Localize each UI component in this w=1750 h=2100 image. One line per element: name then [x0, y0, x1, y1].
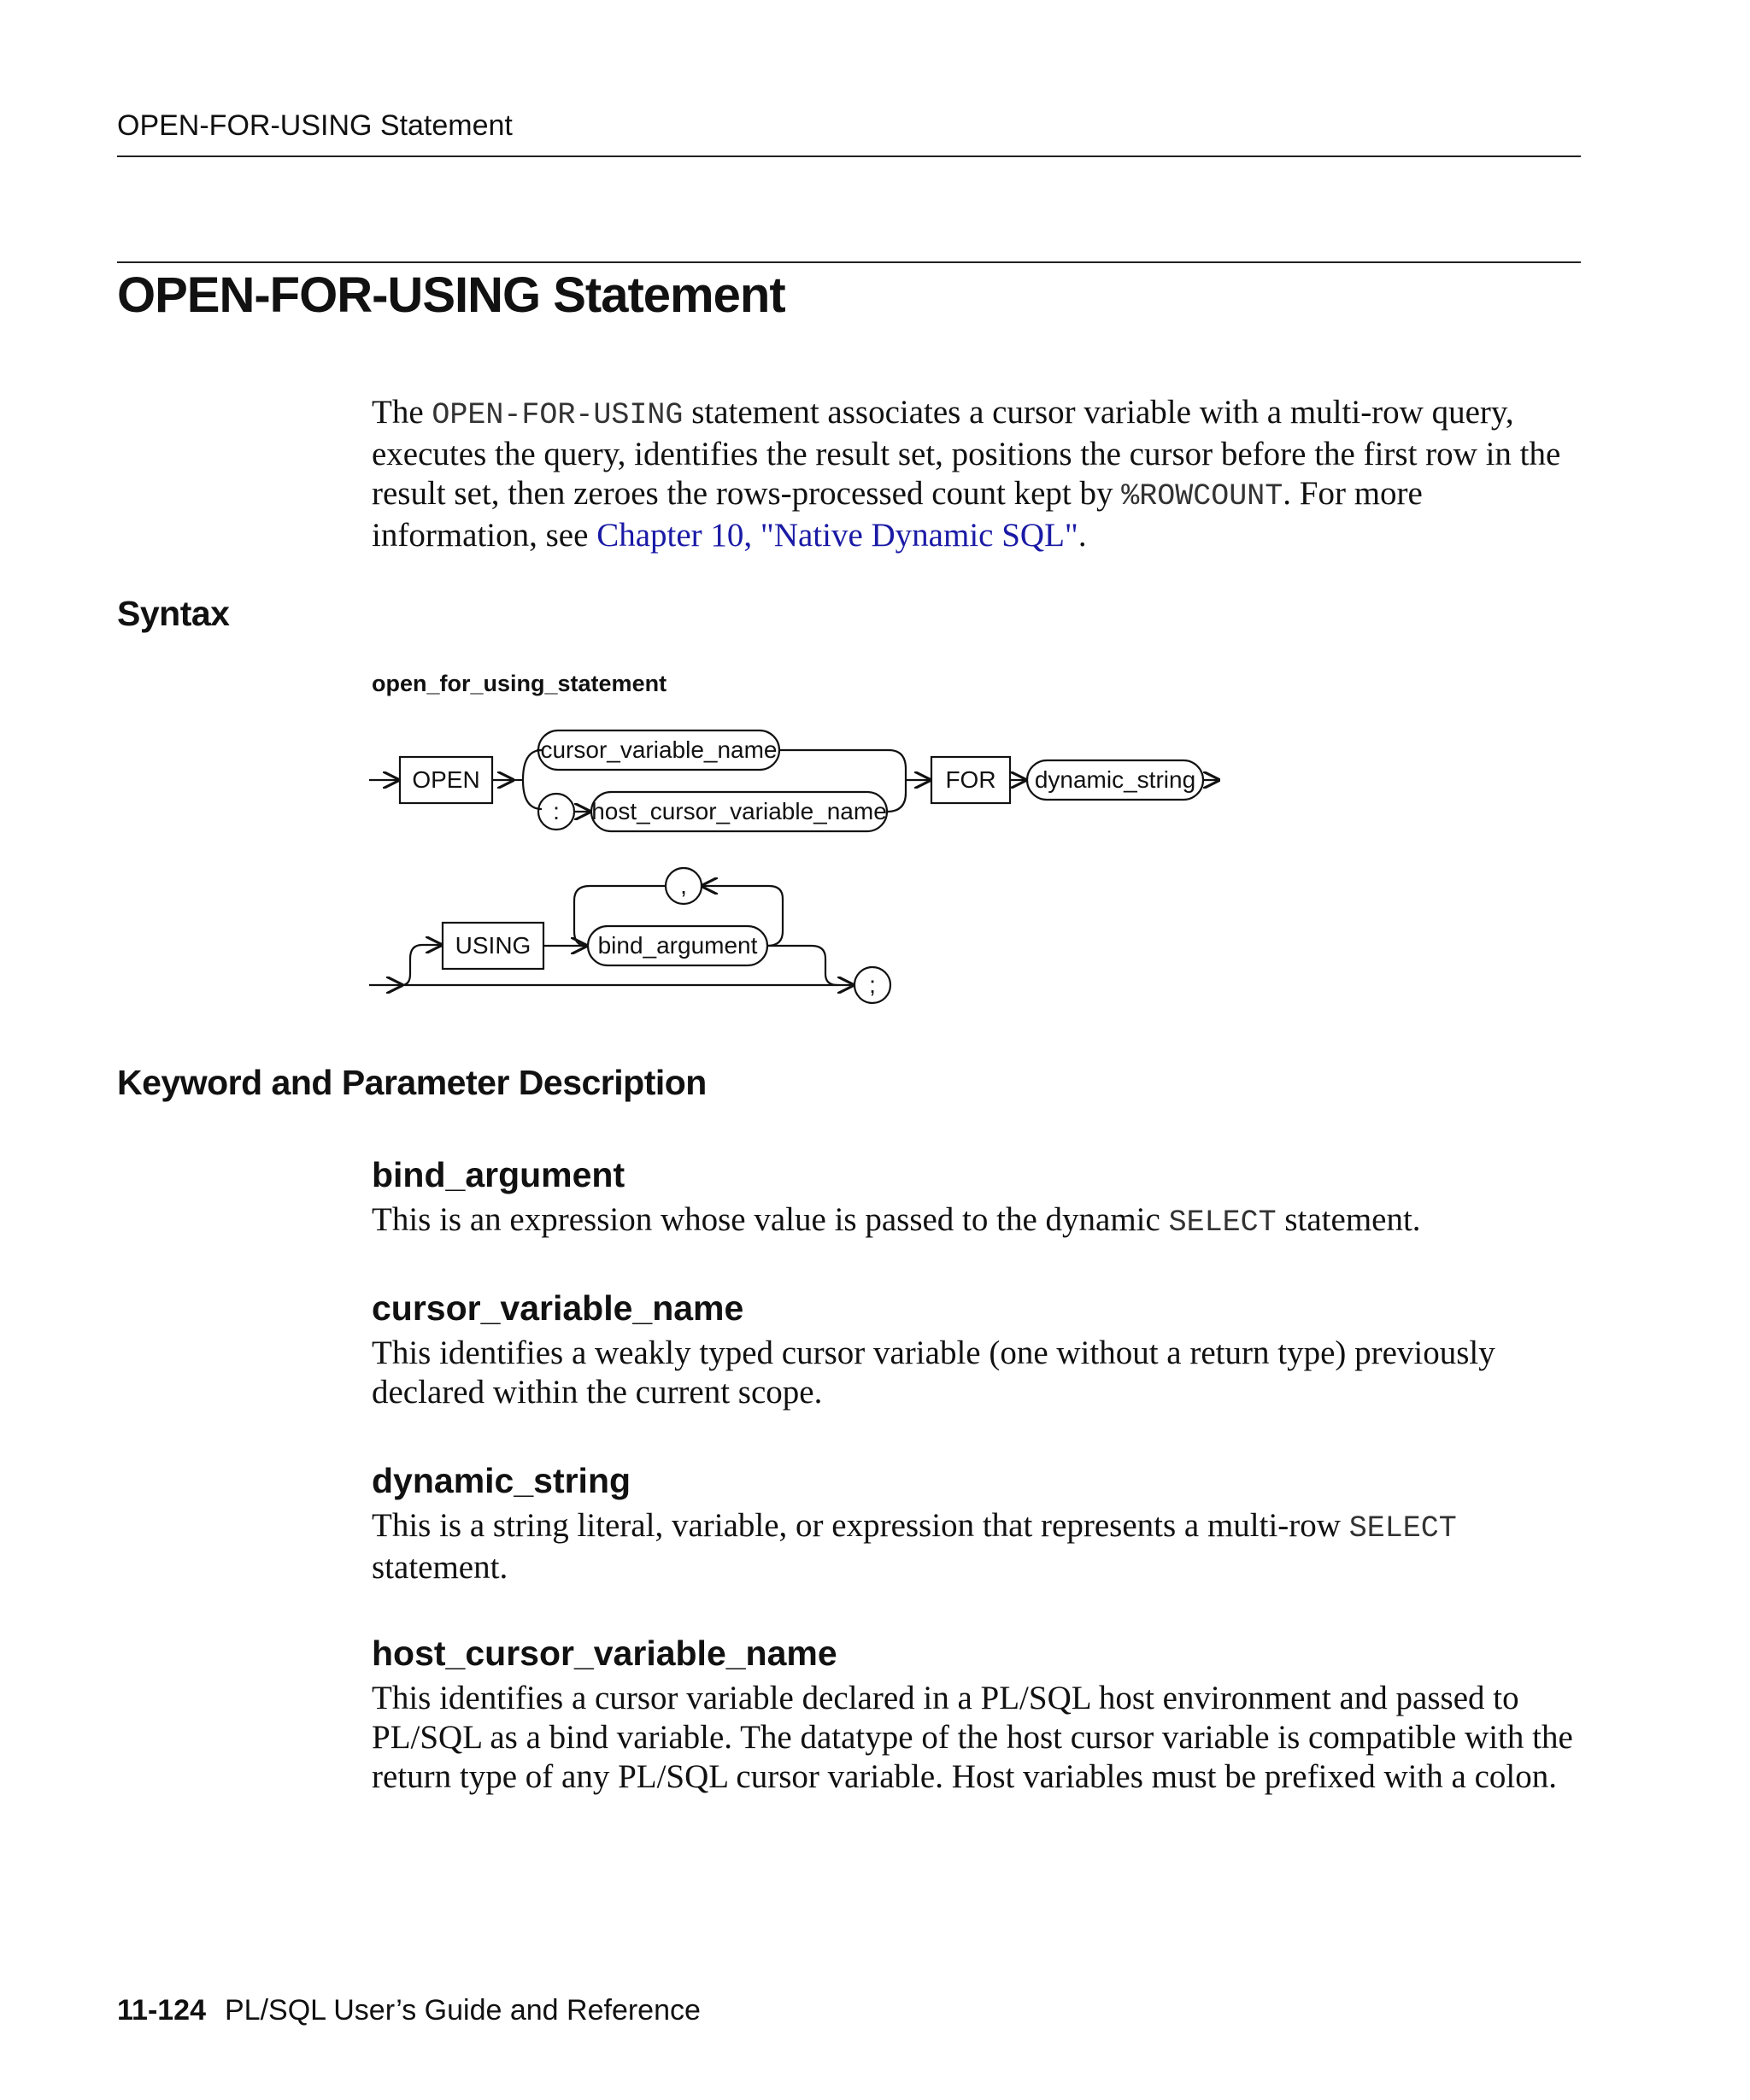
param-description: This identifies a cursor variable declared in a PL/SQL host environment and passed to PL/SQL as a bind variable. The datatype of the host cursor variable is compatible with the return type of any PL/SQL cursor variable. Host variables must be prefixed with a colon.	[372, 1680, 1573, 1795]
param-cursor-variable-name	[372, 1288, 1585, 1412]
intro-text-3: . For more information, see	[372, 475, 1423, 554]
diagram-semicolon-label: ;	[869, 971, 876, 998]
running-header: OPEN-FOR-USING Statement	[117, 109, 513, 142]
title-rule	[117, 261, 1581, 263]
chapter-10-link[interactable]: Chapter 10, "Native Dynamic SQL"	[596, 517, 1078, 554]
diagram-open-label: OPEN	[412, 766, 480, 793]
diagram-comma-label: ,	[680, 872, 687, 899]
diagram-bind-argument-label: bind_argument	[597, 932, 758, 959]
diagram-for-label: FOR	[945, 766, 996, 793]
param-dynamic-string	[372, 1461, 1585, 1587]
diagram-cursor-variable-name-label: cursor_variable_name	[540, 736, 778, 763]
param-description: This identifies a weakly typed cursor variable (one without a return type) previously declared within the current scope.	[372, 1334, 1495, 1411]
book-title: PL/SQL User’s Guide and Reference	[225, 1994, 701, 2027]
intro-text-4: .	[1078, 517, 1087, 554]
param-term: bind_argument	[372, 1155, 625, 1194]
syntax-heading: Syntax	[117, 594, 230, 633]
syntax-diagram	[363, 718, 1235, 1008]
param-bind-argument	[372, 1155, 1585, 1242]
diagram-colon-label: :	[553, 798, 560, 824]
intro-code-rowcount: %ROWCOUNT	[1121, 479, 1283, 513]
page-number: 11-124	[117, 1994, 206, 2027]
header-rule	[117, 155, 1581, 157]
intro-text-1: The	[372, 394, 432, 431]
param-term: dynamic_string	[372, 1461, 631, 1500]
param-term: host_cursor_variable_name	[372, 1634, 837, 1673]
params-heading: Keyword and Parameter Description	[117, 1063, 707, 1102]
param-description: This is a string literal, variable, or expression that represents a multi-row SELECT statement.	[372, 1507, 1457, 1586]
diagram-using-label: USING	[455, 932, 531, 959]
page-title: OPEN-FOR-USING Statement	[117, 267, 785, 323]
diagram-host-cursor-variable-name-label: host_cursor_variable_name	[591, 798, 887, 824]
param-host-cursor-variable-name	[372, 1634, 1585, 1797]
intro-paragraph	[372, 393, 1585, 555]
intro-text-2: statement associates a cursor variable with a multi-row query, executes the query, identifies the result set, positions the cursor before the first row in the result set, then zeroes the rows-processed count kept by	[372, 394, 1561, 512]
param-description: This is an expression whose value is passed to the dynamic SELECT statement.	[372, 1201, 1421, 1240]
intro-code-open-for-using: OPEN-FOR-USING	[432, 398, 684, 432]
param-term: cursor_variable_name	[372, 1288, 744, 1328]
page-footer	[117, 1994, 701, 2027]
diagram-dynamic-string-label: dynamic_string	[1034, 766, 1196, 793]
diagram-label: open_for_using_statement	[372, 671, 667, 696]
